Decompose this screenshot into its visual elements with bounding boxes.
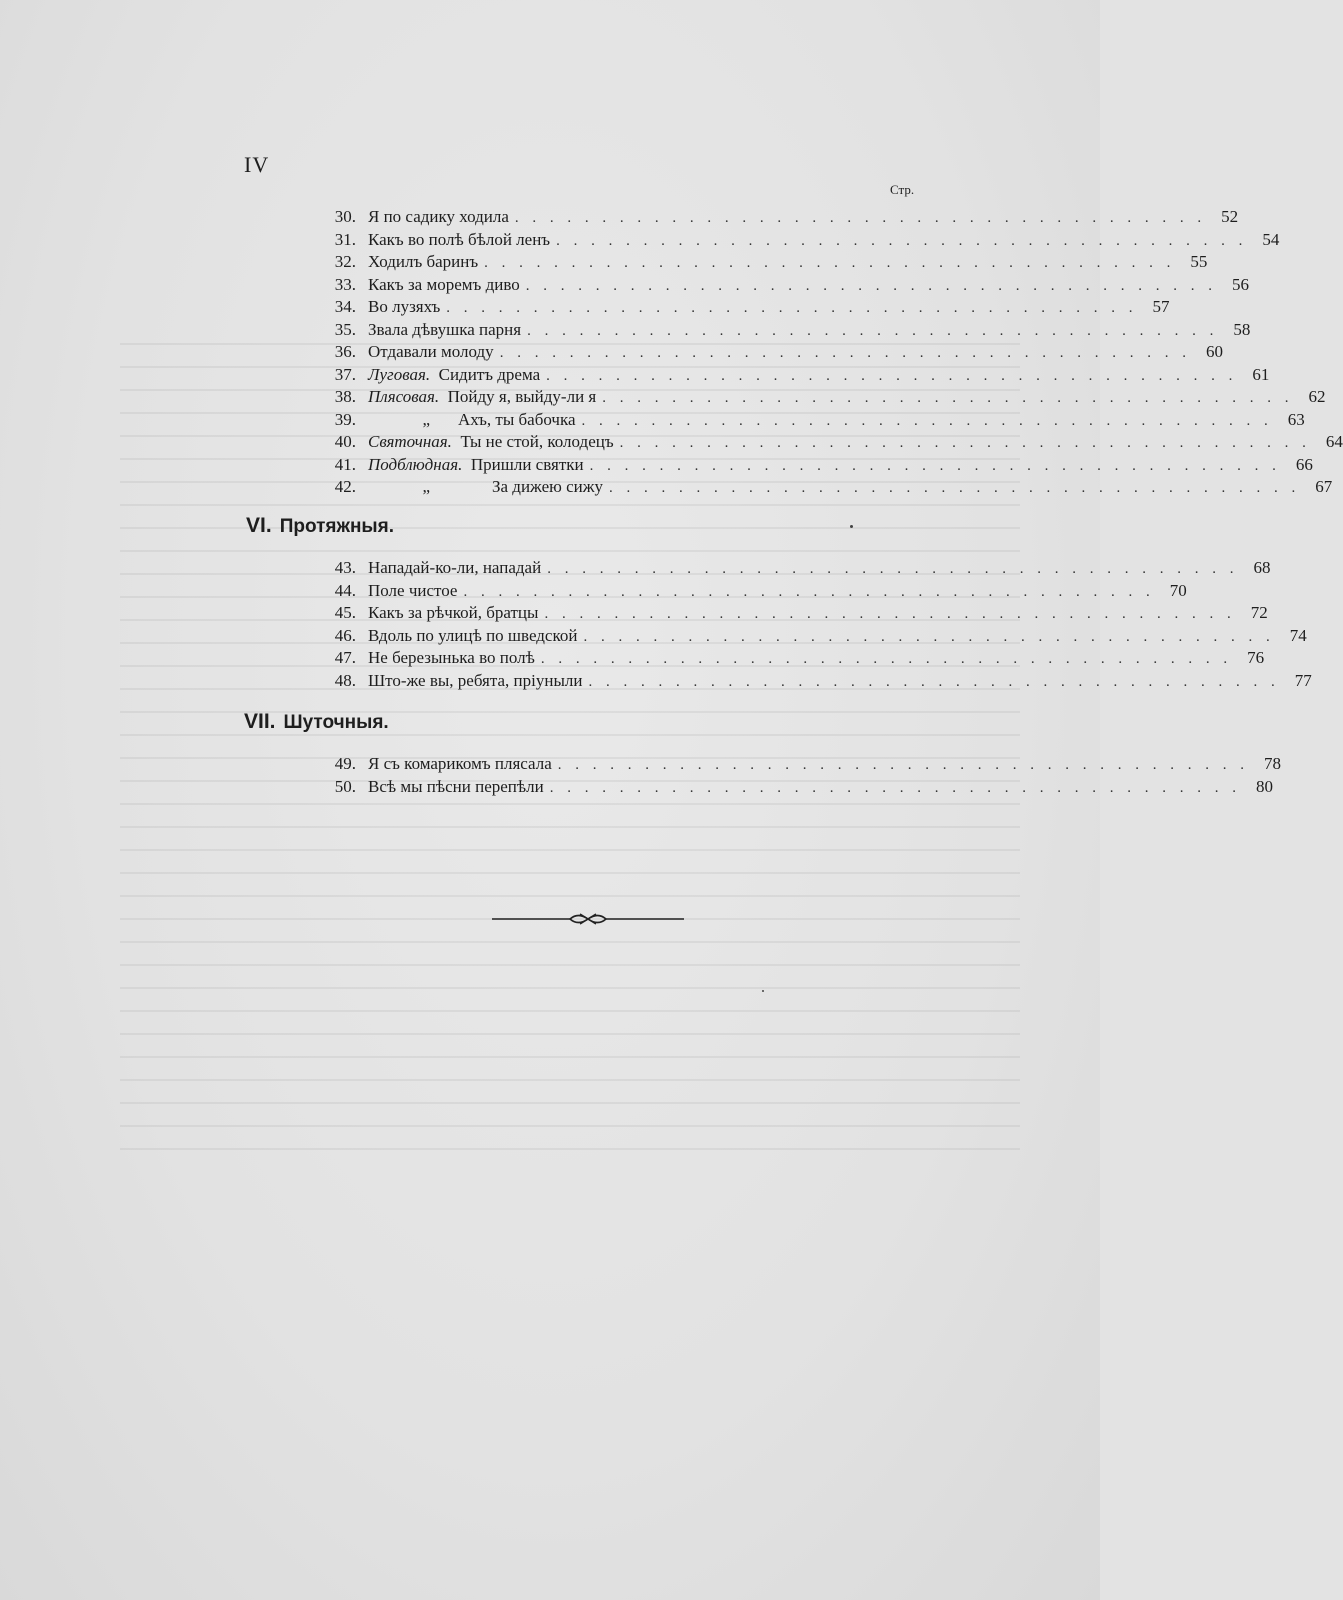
toc-list-shutochnye	[320, 753, 1282, 798]
dot-leader: . . . . . . . . . . . . . . . . . . . . . . . . . . . . . . . . . . . . . . . .	[588, 673, 1280, 690]
entry-title: Какъ во полѣ бѣлой ленъ	[368, 229, 551, 249]
entry-title-text: Ты не стой, колодецъ	[460, 432, 614, 451]
entry-page: 66	[1295, 454, 1313, 474]
dot-leader: . . . . . . . . . . . . . . . . . . . . . . . . . . . . . . . . . . . . . . . .	[463, 583, 1155, 600]
ornamental-divider	[492, 912, 684, 926]
entry-genre: Луговая.	[368, 364, 431, 384]
entry-title	[368, 454, 584, 477]
fleuron-icon	[570, 914, 606, 924]
toc-entry	[320, 319, 1251, 342]
toc-entry	[320, 364, 1270, 387]
section-title: Протяжныя.	[279, 516, 395, 537]
entry-page: 80	[1255, 776, 1273, 796]
entry-title: Вдоль по улицѣ по шведской	[368, 625, 578, 645]
entry-number: 32.	[334, 252, 356, 271]
toc-entry	[320, 229, 1280, 252]
entry-number: 47.	[334, 648, 356, 667]
entry-page: 60	[1205, 342, 1223, 361]
toc-entry	[320, 251, 1208, 274]
toc-entry	[320, 296, 1170, 319]
entry-number: 38.	[334, 387, 356, 406]
dot-leader: . . . . . . . . . . . . . . . . . . . . . . . . . . . . . . . . . . . . . . . .	[484, 255, 1176, 271]
dot-leader: . . . . . . . . . . . . . . . . . . . . . . . . . . . . . . . . . . . . . . . .	[546, 367, 1238, 384]
entry-genre: Святочная.	[368, 432, 452, 451]
section-title: Шуточныя.	[283, 712, 389, 733]
section-numeral: VII.	[244, 710, 276, 733]
entry-title-text: Пойду я, выйду-ли я	[447, 387, 597, 406]
entry-number: 37.	[334, 364, 356, 384]
entry-page: 72	[1250, 603, 1268, 622]
toc-entry	[320, 625, 1307, 648]
entry-page: 63	[1287, 409, 1305, 429]
entry-title-text: За дижею сижу	[492, 477, 603, 496]
entry-number: 46.	[334, 625, 356, 645]
entry-genre: Плясовая.	[368, 387, 440, 406]
entry-title-text: Сидитъ дрема	[438, 364, 541, 384]
entry-number: 36.	[334, 342, 356, 361]
entry-number: 44.	[334, 580, 356, 600]
entry-page: 70	[1169, 580, 1187, 600]
entry-page: 52	[1221, 207, 1239, 226]
entry-title: Ходилъ баринъ	[368, 252, 479, 271]
entry-page: 58	[1233, 319, 1251, 339]
toc-entry	[320, 670, 1312, 693]
paper-speck	[850, 525, 853, 528]
entry-title: Я по садику ходила	[368, 207, 509, 226]
entry-page: 57	[1152, 297, 1170, 316]
dot-leader: . . . . . . . . . . . . . . . . . . . . . . . . . . . . . . . . . . . . . . . .	[540, 651, 1233, 667]
toc-entry	[320, 409, 1305, 432]
entry-page: 78	[1264, 754, 1282, 773]
dot-leader: . . . . . . . . . . . . . . . . . . . . . . . . . . . . . . . . . . . . . . . .	[602, 390, 1294, 406]
toc-entry	[320, 476, 1333, 499]
entry-number: 50.	[334, 776, 356, 796]
toc-entry	[320, 647, 1265, 670]
entry-page: 54	[1262, 229, 1280, 249]
dot-leader: . . . . . . . . . . . . . . . . . . . . . . . . . . . . . . . . . . . . . . . .	[619, 435, 1311, 451]
entry-number: 35.	[334, 319, 356, 339]
section-numeral: VI.	[246, 514, 272, 537]
section-heading-shutochnye	[244, 710, 389, 734]
entry-title	[368, 476, 603, 499]
entry-page: 76	[1247, 648, 1265, 667]
entry-title: Какъ за моремъ диво	[368, 274, 520, 294]
dot-leader: . . . . . . . . . . . . . . . . . . . . . . . . . . . . . . . . . . . . . . . .	[608, 480, 1301, 496]
dot-leader: . . . . . . . . . . . . . . . . . . . . . . . . . . . . . . . . . . . . . . . .	[525, 277, 1217, 294]
toc-list-protyazhnye	[320, 557, 1312, 692]
dot-leader: . . . . . . . . . . . . . . . . . . . . . . . . . . . . . . . . . . . . . . . .	[589, 457, 1281, 474]
entry-number: 39.	[334, 409, 356, 429]
toc-entry	[320, 386, 1326, 409]
entry-title	[368, 386, 596, 409]
toc-entry	[320, 776, 1273, 799]
entry-number: 31.	[334, 229, 356, 249]
entry-title-text: Ахъ, ты бабочка	[458, 409, 576, 429]
entry-title-text: Пришли святки	[470, 454, 584, 474]
entry-title: Нападай-ко-ли, нападай	[368, 558, 542, 577]
dot-leader: . . . . . . . . . . . . . . . . . . . . . . . . . . . . . . . . . . . . . . . .	[583, 628, 1275, 645]
dot-leader: . . . . . . . . . . . . . . . . . . . . . . . . . . . . . . . . . . . . . . . .	[499, 345, 1191, 361]
dot-leader: . . . . . . . . . . . . . . . . . . . . . . . . . . . . . . . . . . . . . . . .	[549, 779, 1241, 796]
toc-entry	[320, 753, 1282, 776]
entry-number: 40.	[334, 432, 356, 451]
entry-number: 43.	[334, 558, 356, 577]
ditto-mark: „	[422, 477, 430, 496]
entry-title: Я съ комарикомъ плясала	[368, 754, 552, 773]
entry-number: 42.	[334, 477, 356, 496]
dot-leader: . . . . . . . . . . . . . . . . . . . . . . . . . . . . . . . . . . . . . . . .	[514, 210, 1207, 226]
toc-entry	[320, 580, 1187, 603]
dot-leader: . . . . . . . . . . . . . . . . . . . . . . . . . . . . . . . . . . . . . . . .	[556, 232, 1248, 249]
entry-title: Во лузяхъ	[368, 297, 441, 316]
entry-page: 62	[1308, 387, 1326, 406]
entry-number: 34.	[334, 297, 356, 316]
dot-leader: . . . . . . . . . . . . . . . . . . . . . . . . . . . . . . . . . . . . . . . .	[547, 561, 1239, 577]
entry-title: Звала дѣвушка парня	[368, 319, 522, 339]
toc-entry	[320, 206, 1239, 229]
entry-number: 45.	[334, 603, 356, 622]
dot-leader: . . . . . . . . . . . . . . . . . . . . . . . . . . . . . . . . . . . . . . . .	[544, 606, 1236, 622]
entry-title: Всѣ мы пѣсни перепѣли	[368, 776, 544, 796]
section-heading-protyazhnye	[246, 514, 394, 538]
entry-number: 48.	[334, 670, 356, 690]
entry-title	[368, 431, 614, 454]
ditto-mark: „	[422, 409, 430, 429]
entry-page: 67	[1315, 477, 1333, 496]
entry-page: 55	[1190, 252, 1208, 271]
entry-title: Што-же вы, ребята, пріуныли	[368, 670, 583, 690]
dot-leader: . . . . . . . . . . . . . . . . . . . . . . . . . . . . . . . . . . . . . . . .	[581, 412, 1273, 429]
entry-page: 64	[1325, 432, 1343, 451]
entry-number: 33.	[334, 274, 356, 294]
entry-title: Не березынька во полѣ	[368, 648, 535, 667]
toc-entry	[320, 274, 1249, 297]
page-column-label: Стр.	[890, 182, 915, 197]
dot-leader: . . . . . . . . . . . . . . . . . . . . . . . . . . . . . . . . . . . . . . . .	[446, 300, 1138, 316]
entry-number: 49.	[334, 754, 356, 773]
toc-entry	[320, 602, 1268, 625]
entry-title: Поле чистое	[368, 580, 458, 600]
entry-number: 41.	[334, 454, 356, 474]
toc-list-continuation	[320, 206, 1343, 499]
toc-entry	[320, 557, 1271, 580]
toc-entry	[320, 454, 1313, 477]
entry-page: 68	[1253, 558, 1271, 577]
entry-page: 74	[1289, 625, 1307, 645]
entry-number: 30.	[334, 207, 356, 226]
toc-entry	[320, 431, 1343, 454]
dot-leader: . . . . . . . . . . . . . . . . . . . . . . . . . . . . . . . . . . . . . . . .	[557, 757, 1250, 773]
paper-speck	[762, 990, 764, 992]
toc-entry	[320, 341, 1223, 364]
entry-page: 77	[1294, 670, 1312, 690]
entry-page: 61	[1252, 364, 1270, 384]
entry-page: 56	[1231, 274, 1249, 294]
entry-genre: Подблюдная.	[368, 454, 463, 474]
dot-leader: . . . . . . . . . . . . . . . . . . . . . . . . . . . . . . . . . . . . . . . .	[527, 322, 1219, 339]
entry-title	[368, 409, 576, 432]
entry-title	[368, 364, 540, 387]
entry-title: Какъ за рѣчкой, братцы	[368, 603, 539, 622]
entry-title: Отдавали молоду	[368, 342, 494, 361]
page-number: IV	[244, 152, 270, 177]
